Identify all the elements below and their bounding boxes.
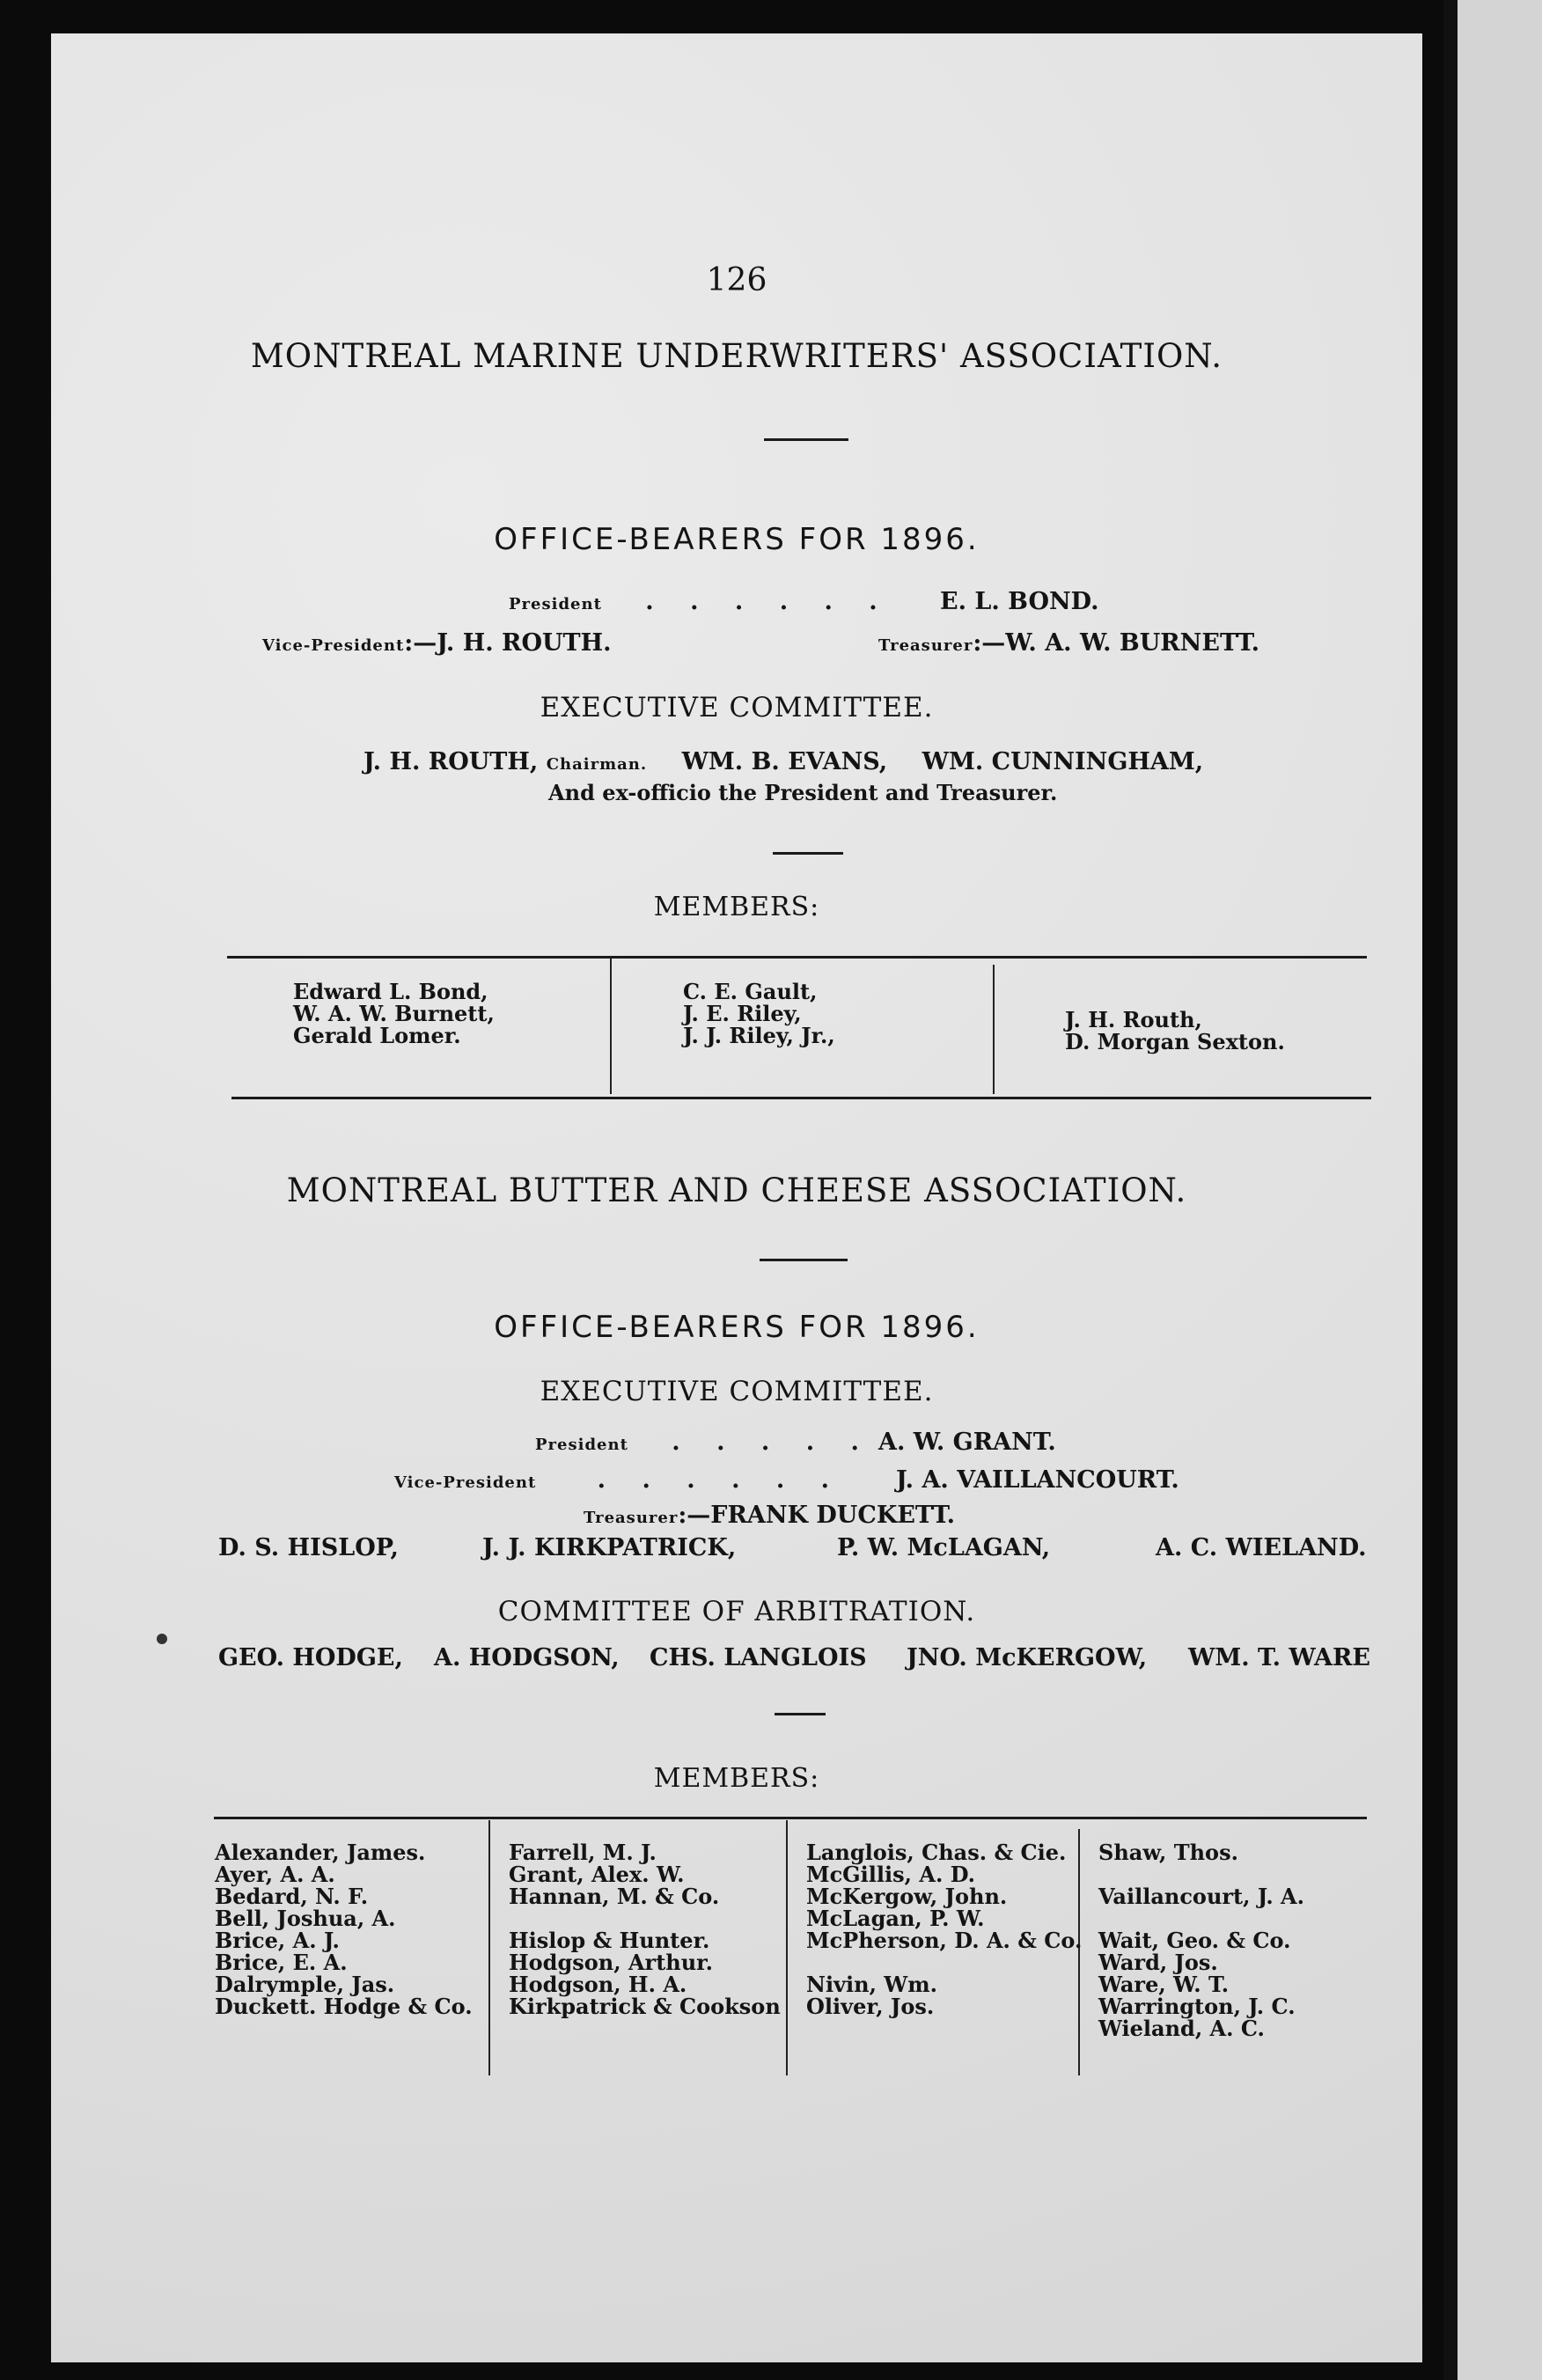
marine-exec-rule (773, 852, 843, 855)
butter-exec-member-4: A. C. WIELAND. (1156, 1534, 1367, 1561)
butter-members-col-4 (1098, 1841, 1304, 2039)
member-entry: McPherson, D. A. & Co. (806, 1928, 1083, 1953)
marine-exec-member-cunningham: WM. CUNNINGHAM, (922, 748, 1204, 775)
butter-members-col-2 (509, 1841, 781, 2017)
adjacent-page-edge (1443, 0, 1542, 2380)
member-entry: Brice, E. A. (215, 1950, 348, 1975)
butter-exec-member-2: J. J. KIRKPATRICK, (482, 1534, 737, 1561)
member-entry: Edward L. Bond, (293, 979, 488, 1004)
marine-title: MONTREAL MARINE UNDERWRITERS' ASSOCIATION. (250, 337, 1223, 375)
marine-members-col-3 (1065, 1009, 1285, 1053)
butter-exec-member-3: P. W. McLAGAN, (837, 1534, 1051, 1561)
butter-treasurer-label: Treasurer (584, 1509, 679, 1527)
member-entry: Alexander, James. (215, 1840, 426, 1865)
butter-exec-member-1: D. S. HISLOP, (218, 1534, 399, 1561)
member-entry (1098, 1863, 1304, 1885)
butter-arb-member-4: JNO. McKERGOW, (907, 1644, 1148, 1671)
butter-treasurer-line (584, 1502, 955, 1529)
member-entry: Oliver, Jos. (806, 1994, 935, 2019)
marine-treasurer-label: Treasurer (878, 636, 973, 655)
member-entry: Bell, Joshua, A. (215, 1906, 396, 1931)
butter-members-table (214, 1817, 1367, 1819)
member-entry: Wait, Geo. & Co. (1098, 1928, 1291, 1953)
document-page (51, 33, 1422, 2362)
butter-vice-president-label: Vice-President (394, 1473, 537, 1492)
member-entry: Hislop & Hunter. (509, 1928, 710, 1953)
marine-vice-president-label: Vice-President (262, 636, 405, 655)
butter-members-col-3 (806, 1841, 1082, 2017)
page-number: 126 (706, 262, 767, 298)
marine-treasurer-line (878, 629, 1259, 657)
member-entry: Dalrymple, Jas. (215, 1972, 395, 1997)
marine-office-title: OFFICE-BEARERS FOR 1896. (494, 522, 980, 557)
butter-title: MONTREAL BUTTER AND CHEESE ASSOCIATION. (286, 1172, 1187, 1209)
member-entry: Shaw, Thos. (1098, 1840, 1238, 1865)
marine-treasurer-name: :—W. A. W. BURNETT. (973, 629, 1260, 657)
scan-speck (157, 1634, 167, 1644)
member-entry (1098, 1907, 1304, 1929)
member-entry: J. J. Riley, Jr., (683, 1023, 835, 1048)
member-entry: Farrell, M. J. (509, 1840, 657, 1865)
marine-exec-line2: And ex-officio the President and Treasurer. (548, 780, 1058, 805)
marine-exec-member-evans: WM. B. EVANS, (681, 748, 888, 775)
member-entry (509, 1907, 781, 1929)
butter-president-line: President . . . . . (535, 1429, 873, 1456)
butter-vice-president-name: J. A. VAILLANCOURT. (896, 1466, 1179, 1494)
butter-members-heading: MEMBERS: (653, 1763, 820, 1794)
member-entry: Langlois, Chas. & Cie. (806, 1840, 1067, 1865)
member-entry: D. Morgan Sexton. (1065, 1029, 1285, 1054)
member-entry: Hodgson, H. A. (509, 1972, 687, 1997)
member-entry: Nivin, Wm. (806, 1972, 937, 1997)
member-entry: Warrington, J. C. (1098, 1994, 1296, 2019)
member-entry: Ware, W. T. (1098, 1972, 1230, 1997)
marine-vice-president-line (262, 629, 612, 657)
marine-exec-line1 (363, 748, 1203, 775)
butter-exec-heading: EXECUTIVE COMMITTEE. (540, 1376, 934, 1407)
member-entry: McKergow, John. (806, 1884, 1008, 1909)
member-entry: McLagan, P. W. (806, 1906, 985, 1931)
member-entry: W. A. W. Burnett, (293, 1001, 495, 1026)
member-entry: McGillis, A. D. (806, 1862, 976, 1887)
butter-members-col-1 (215, 1841, 473, 2017)
member-entry: Ward, Jos. (1098, 1950, 1218, 1975)
member-entry: Kirkpatrick & Cookson (509, 1994, 781, 2019)
member-entry: Bedard, N. F. (215, 1884, 369, 1909)
marine-table-divider-2 (993, 965, 995, 1094)
page-gutter (1443, 0, 1458, 2380)
marine-exec-chairman-label: Chairman. (546, 755, 648, 774)
marine-title-rule (764, 438, 848, 441)
butter-treasurer-name: :—FRANK DUCKETT. (678, 1502, 956, 1529)
member-entry: Vaillancourt, J. A. (1098, 1884, 1305, 1909)
butter-table-divider-1 (488, 1820, 490, 2075)
member-entry: C. E. Gault, (683, 979, 818, 1004)
member-entry: Brice, A. J. (215, 1928, 340, 1953)
butter-office-title: OFFICE-BEARERS FOR 1896. (494, 1310, 980, 1345)
member-entry: Duckett. Hodge & Co. (215, 1994, 473, 2019)
marine-members-col-2 (683, 981, 835, 1047)
butter-vice-president-line: Vice-President . . . . . . (394, 1466, 844, 1494)
marine-exec-heading: EXECUTIVE COMMITTEE. (540, 692, 934, 724)
member-entry: Hodgson, Arthur. (509, 1950, 713, 1975)
marine-members-col-1 (293, 981, 495, 1047)
marine-members-heading: MEMBERS: (653, 892, 820, 922)
butter-president-name: A. W. GRANT. (878, 1429, 1056, 1456)
marine-president-label: President (509, 595, 602, 613)
marine-exec-chairman-name: J. H. ROUTH, (363, 748, 539, 775)
butter-arb-rule (775, 1713, 826, 1715)
butter-arb-member-1: GEO. HODGE, (218, 1644, 403, 1671)
butter-arb-member-2: A. HODGSON, (434, 1644, 620, 1671)
marine-table-divider-1 (610, 958, 612, 1094)
member-entry: J. E. Riley, (683, 1001, 802, 1026)
marine-members-table (227, 956, 1367, 959)
butter-arb-member-5: WM. T. WARE (1188, 1644, 1370, 1671)
member-entry: Hannan, M. & Co. (509, 1884, 720, 1909)
member-entry: Gerald Lomer. (293, 1023, 461, 1048)
member-entry: Ayer, A. A. (215, 1862, 335, 1887)
member-entry: Grant, Alex. W. (509, 1862, 685, 1887)
marine-vice-president-name: :—J. H. ROUTH. (404, 629, 612, 657)
butter-table-divider-2 (786, 1820, 788, 2075)
member-entry: J. H. Routh, (1065, 1007, 1202, 1032)
member-entry: Wieland, A. C. (1098, 2016, 1265, 2041)
butter-arb-member-3: CHS. LANGLOIS (650, 1644, 867, 1671)
butter-title-rule (760, 1259, 848, 1261)
butter-arb-heading: COMMITTEE OF ARBITRATION. (497, 1596, 976, 1627)
marine-president-line: President . . . . . . (509, 588, 892, 615)
butter-president-label: President (535, 1436, 628, 1454)
marine-president-name: E. L. BOND. (940, 588, 1099, 615)
member-entry (806, 1951, 1082, 1973)
marine-table-bottom-rule (231, 1097, 1371, 1099)
